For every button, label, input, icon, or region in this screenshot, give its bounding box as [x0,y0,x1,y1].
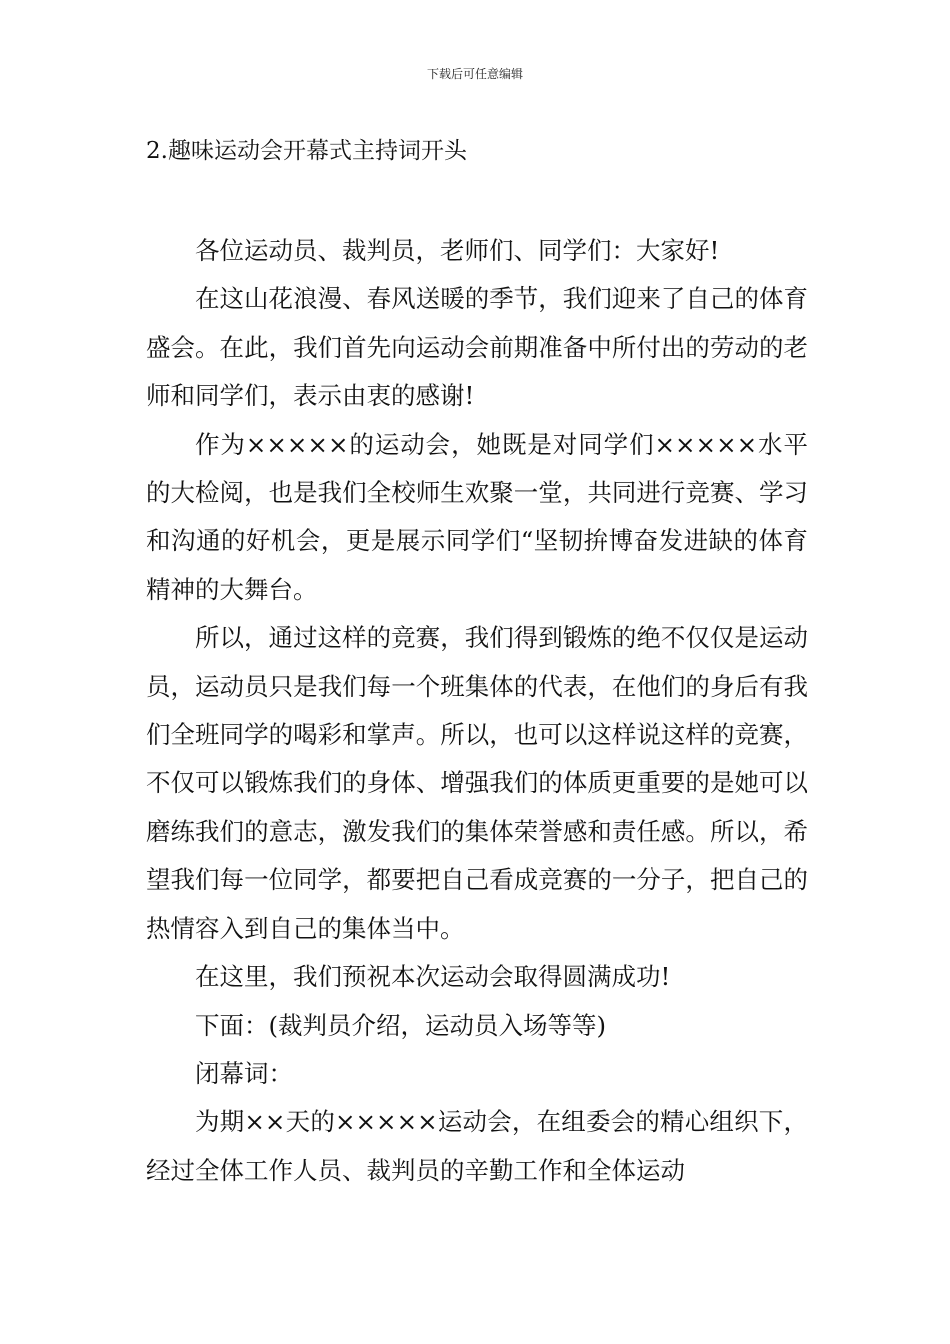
paragraph-next: 下面：(裁判员介绍，运动员入场等等) [195,1010,607,1040]
paragraph-opening: 在这山花浪漫、春风送暖的季节，我们迎来了自己的体育盛会。在此，我们首先向运动会前期准备中所付出的劳动的老师和同学们，表示由衷的感谢! [146,284,808,411]
page-header-note: 下载后可任意编辑 [426,67,523,81]
paragraph-purpose: 作为×××××的运动会，她既是对同学们×××××水平的大检阅，也是我们全校师生欢聚一堂，共同进行竞赛、学习和沟通的好机会，更是展示同学们“坚韧拚博奋发进缺的体育精神的大舞台。 [146,429,808,604]
paragraph-closing-heading: 闭幕词： [195,1058,293,1088]
document-title: 2.趣味运动会开幕式主持词开头 [146,138,467,164]
paragraph-wishes: 在这里，我们预祝本次运动会取得圆满成功! [195,962,671,992]
paragraph-greeting: 各位运动员、裁判员，老师们、同学们：大家好! [195,236,720,265]
paragraph-closing-text: 为期××天的×××××运动会，在组委会的精心组织下，经过全体工作人员、裁判员的辛勤工作和全体运动 [146,1107,808,1185]
paragraph-significance: 所以，通过这样的竞赛，我们得到锻炼的绝不仅仅是运动员，运动员只是我们每一个班集体的代表，在他们的身后有我们全班同学的喝彩和掌声。所以，也可以这样说这样的竞赛，不仅可以锻炼我们的身体、增强我们的体质更重要的是她可以磨练我们的意志，激发我们的集体荣誉感和责任感。所以，希望我们每一位同学，都要把自己看成竞赛的一分子，把自己的热情容入到自己的集体当中。 [146,623,808,943]
document-body [146,227,808,1195]
